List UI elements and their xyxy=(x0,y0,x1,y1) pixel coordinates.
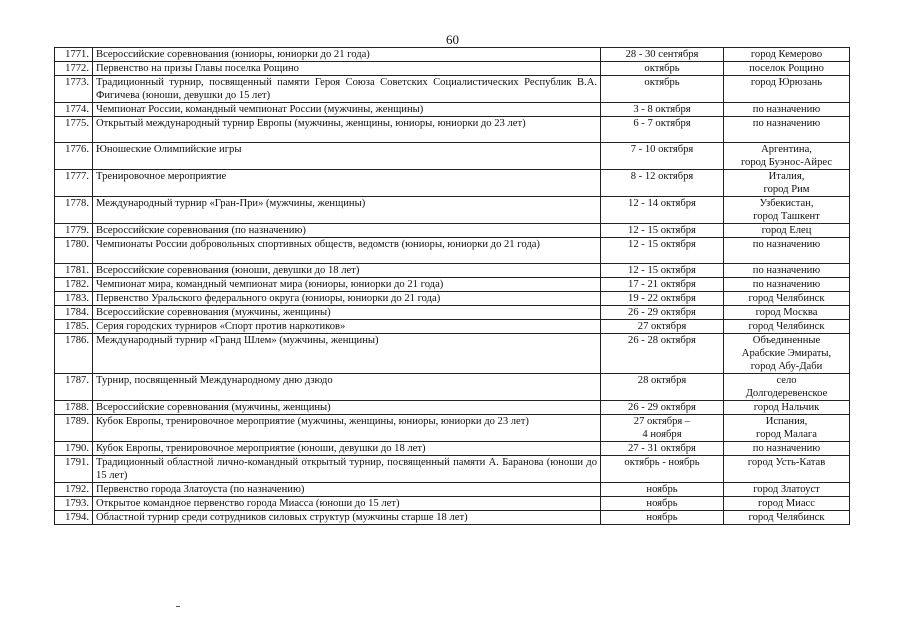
event-place: город Усть-Катав xyxy=(724,456,850,483)
event-name: Кубок Европы, тренировочное мероприятие (мужчины, женщины, юниоры, юниорки до 23 лет) xyxy=(93,415,601,442)
row-number: 1774. xyxy=(55,103,93,117)
event-date: 12 - 15 октября xyxy=(601,264,724,278)
event-date: 8 - 12 октября xyxy=(601,170,724,197)
event-name: Тренировочное мероприятие xyxy=(93,170,601,197)
event-date: 12 - 15 октября xyxy=(601,238,724,264)
table-row xyxy=(55,401,850,415)
table-row xyxy=(55,456,850,483)
event-name: Чемпионаты России добровольных спортивных обществ, ведомств (юниоры, юниорки до 21 года) xyxy=(93,238,601,264)
event-name: Всероссийские соревнования (юноши, девушки до 18 лет) xyxy=(93,264,601,278)
event-date: 28 октября xyxy=(601,374,724,401)
row-number: 1788. xyxy=(55,401,93,415)
row-number: 1789. xyxy=(55,415,93,442)
row-number: 1784. xyxy=(55,306,93,320)
table-row xyxy=(55,320,850,334)
row-number: 1782. xyxy=(55,278,93,292)
row-number: 1772. xyxy=(55,62,93,76)
table-row xyxy=(55,292,850,306)
event-date: 27 - 31 октября xyxy=(601,442,724,456)
table-row xyxy=(55,143,850,170)
event-date: 26 - 29 октября xyxy=(601,401,724,415)
row-number: 1783. xyxy=(55,292,93,306)
event-place: по назначению xyxy=(724,103,850,117)
row-number: 1787. xyxy=(55,374,93,401)
row-number: 1773. xyxy=(55,76,93,103)
event-date: 19 - 22 октября xyxy=(601,292,724,306)
event-place: по назначению xyxy=(724,117,850,143)
event-place: город Миасс xyxy=(724,497,850,511)
table-row xyxy=(55,415,850,442)
event-date: 12 - 14 октября xyxy=(601,197,724,224)
event-place: Узбекистан, город Ташкент xyxy=(724,197,850,224)
row-number: 1792. xyxy=(55,483,93,497)
event-place: город Елец xyxy=(724,224,850,238)
event-date: ноябрь xyxy=(601,483,724,497)
row-number: 1794. xyxy=(55,511,93,525)
row-number: 1775. xyxy=(55,117,93,143)
row-number: 1779. xyxy=(55,224,93,238)
table-row xyxy=(55,374,850,401)
row-number: 1776. xyxy=(55,143,93,170)
page-number: 60 xyxy=(446,32,459,47)
row-number: 1781. xyxy=(55,264,93,278)
table-row xyxy=(55,76,850,103)
event-place: Объединенные Арабские Эмираты, город Абу-Даби xyxy=(724,334,850,374)
schedule-table xyxy=(54,47,850,525)
table-row xyxy=(55,197,850,224)
row-number: 1785. xyxy=(55,320,93,334)
table-row xyxy=(55,483,850,497)
event-date: 27 октября xyxy=(601,320,724,334)
event-name: Первенство города Златоуста (по назначению) xyxy=(93,483,601,497)
event-name: Всероссийские соревнования (по назначению) xyxy=(93,224,601,238)
event-place: город Челябинск xyxy=(724,511,850,525)
row-number: 1771. xyxy=(55,48,93,62)
table-row xyxy=(55,238,850,264)
event-name: Всероссийские соревнования (юниоры, юниорки до 21 года) xyxy=(93,48,601,62)
event-place: Италия, город Рим xyxy=(724,170,850,197)
event-place: город Златоуст xyxy=(724,483,850,497)
table-row xyxy=(55,264,850,278)
event-name: Традиционный турнир, посвященный памяти Героя Союза Советских Социалистических Республик В.А. Фигичева (юноши, девушки до 15 лет) xyxy=(93,76,601,103)
event-name: Первенство на призы Главы поселка Рощино xyxy=(93,62,601,76)
event-name: Чемпионат мира, командный чемпионат мира (юниоры, юниорки до 21 года) xyxy=(93,278,601,292)
event-place: по назначению xyxy=(724,264,850,278)
event-name: Юношеские Олимпийские игры xyxy=(93,143,601,170)
table-row xyxy=(55,48,850,62)
row-number: 1790. xyxy=(55,442,93,456)
event-date: октябрь - ноябрь xyxy=(601,456,724,483)
schedule-rows xyxy=(55,48,850,525)
row-number: 1777. xyxy=(55,170,93,197)
table-row xyxy=(55,117,850,143)
event-date: 28 - 30 сентября xyxy=(601,48,724,62)
scan-mark xyxy=(176,606,180,607)
table-row xyxy=(55,278,850,292)
event-date: 3 - 8 октября xyxy=(601,103,724,117)
event-place: по назначению xyxy=(724,238,850,264)
table-row xyxy=(55,62,850,76)
event-place: город Челябинск xyxy=(724,320,850,334)
event-date: 26 - 28 октября xyxy=(601,334,724,374)
event-place: по назначению xyxy=(724,442,850,456)
event-name: Международный турнир «Гран-При» (мужчины, женщины) xyxy=(93,197,601,224)
table-row xyxy=(55,306,850,320)
row-number: 1786. xyxy=(55,334,93,374)
row-number: 1778. xyxy=(55,197,93,224)
event-name: Первенство Уральского федерального округа (юниоры, юниорки до 21 года) xyxy=(93,292,601,306)
table-row xyxy=(55,511,850,525)
row-number: 1793. xyxy=(55,497,93,511)
event-name: Открытый международный турнир Европы (мужчины, женщины, юниоры, юниорки до 23 лет) xyxy=(93,117,601,143)
table-row xyxy=(55,497,850,511)
event-name: Турнир, посвященный Международному дню дзюдо xyxy=(93,374,601,401)
event-date: 6 - 7 октября xyxy=(601,117,724,143)
event-place: поселок Рощино xyxy=(724,62,850,76)
event-place: город Юрюзань xyxy=(724,76,850,103)
event-name: Серия городских турниров «Спорт против наркотиков» xyxy=(93,320,601,334)
event-date: 27 октября – 4 ноября xyxy=(601,415,724,442)
event-name: Чемпионат России, командный чемпионат России (мужчины, женщины) xyxy=(93,103,601,117)
event-place: Аргентина, город Буэнос-Айрес xyxy=(724,143,850,170)
event-place: город Нальчик xyxy=(724,401,850,415)
event-name: Областной турнир среди сотрудников силовых структур (мужчины старше 18 лет) xyxy=(93,511,601,525)
event-date: 17 - 21 октября xyxy=(601,278,724,292)
table-row xyxy=(55,170,850,197)
event-name: Традиционный областной лично-командный открытый турнир, посвященный памяти А. Баранова (юноши до 15 лет) xyxy=(93,456,601,483)
table-row xyxy=(55,224,850,238)
event-date: октябрь xyxy=(601,76,724,103)
table-row xyxy=(55,442,850,456)
table-row xyxy=(55,103,850,117)
event-name: Международный турнир «Гранд Шлем» (мужчины, женщины) xyxy=(93,334,601,374)
event-date: 7 - 10 октября xyxy=(601,143,724,170)
event-name: Открытое командное первенство города Миасса (юноши до 15 лет) xyxy=(93,497,601,511)
event-place: село Долгодеревенское xyxy=(724,374,850,401)
event-place: Испания, город Малага xyxy=(724,415,850,442)
row-number: 1791. xyxy=(55,456,93,483)
event-date: ноябрь xyxy=(601,511,724,525)
event-date: октябрь xyxy=(601,62,724,76)
row-number: 1780. xyxy=(55,238,93,264)
event-place: по назначению xyxy=(724,278,850,292)
event-name: Кубок Европы, тренировочное мероприятие (юноши, девушки до 18 лет) xyxy=(93,442,601,456)
event-date: 12 - 15 октября xyxy=(601,224,724,238)
event-place: город Москва xyxy=(724,306,850,320)
event-date: ноябрь xyxy=(601,497,724,511)
event-name: Всероссийские соревнования (мужчины, женщины) xyxy=(93,306,601,320)
event-name: Всероссийские соревнования (мужчины, женщины) xyxy=(93,401,601,415)
event-place: город Челябинск xyxy=(724,292,850,306)
event-date: 26 - 29 октября xyxy=(601,306,724,320)
event-place: город Кемерово xyxy=(724,48,850,62)
table-row xyxy=(55,334,850,374)
